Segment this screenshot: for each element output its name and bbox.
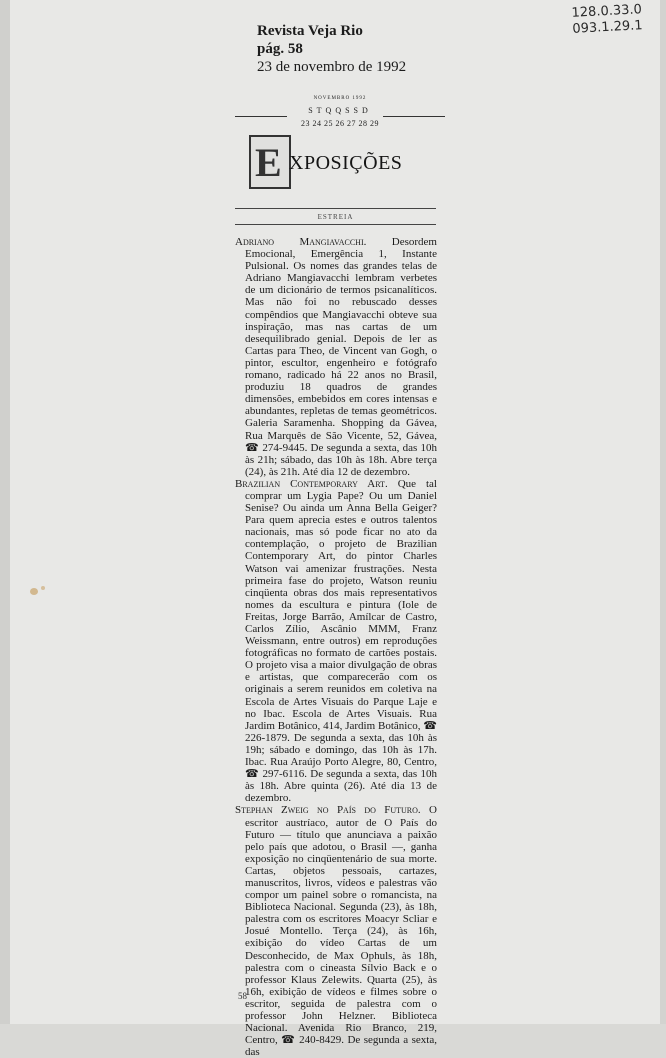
decorative-initial-box bbox=[249, 135, 291, 189]
scan-right-edge bbox=[660, 0, 666, 1024]
publication-date: 23 de novembro de 1992 bbox=[257, 59, 407, 75]
entry-title: Stephan Zweig no País do Futuro. bbox=[235, 804, 421, 817]
citation-header bbox=[257, 22, 406, 76]
publication-name: Revista Veja Rio bbox=[257, 23, 363, 39]
week-calendar bbox=[235, 96, 445, 128]
paper-stain bbox=[41, 586, 45, 590]
archive-code-line-2: 093.1.29.1 bbox=[571, 18, 643, 37]
article-column bbox=[235, 236, 437, 1058]
scan-left-edge bbox=[0, 0, 10, 1024]
entry-body: O escritor austríaco, autor de O País do Futuro — título que anunciava a paixão pelo país que adotou, o Brasil —, ganha exposição no cinqüentenário de sua morte. Cartas, objetos pessoais, cartazes, manuscritos, livros, vídeos e palestras vão compor um painel sobre o romancista, na Biblioteca Nacional. Segunda (23), às 18h, palestra com os escritores Moacyr Scliar e Josué Montello. Terça (24), às 16h, exibição do vídeo Cartas de um Desconhecido, de Max Ophuls, às 18h, palestra com o cineasta Sílvio Back e o professor Klaus Zelewits. Quarta (25), às 16h, exibição de vídeos e filmes sobre o escritor, seguida de palestra com o professor John Helzner. Biblioteca Nacional. Avenida Rio Branco, 219, Centro, ☎ 240-8429. De segunda a sexta, das bbox=[245, 804, 438, 1058]
divider-bottom bbox=[235, 224, 436, 225]
page-reference: pág. 58 bbox=[257, 41, 303, 57]
entry-title: Brazilian Contemporary Art. bbox=[235, 477, 388, 490]
entry-title: Adriano Mangiavacchi. bbox=[235, 236, 367, 248]
section-title-text: XPOSIÇÕES bbox=[289, 152, 403, 174]
archive-code-line-1: 128.0.33.0 bbox=[570, 2, 642, 21]
handwritten-archive-code bbox=[571, 2, 643, 38]
paper-stain bbox=[30, 588, 38, 595]
calendar-weekdays: STQQSSD bbox=[308, 106, 372, 115]
decorative-initial: E bbox=[255, 140, 282, 185]
entry-body: Desordem Emocional, Emergência 1, Instante Pulsional. Os nomes das grandes telas de Adriano Mangiavacchi lembram verbetes de um dicionário de termos psicanalíticos. Mas não foi no rebuscado desses compêndios que Mangiavacchi obteve sua inspiração, mas nas cartas de um desequilibrado genial. Depois de ler as Cartas para Theo, de Vincent van Gogh, o pintor, escultor, engenheiro e fotógrafo romano, radicado há 22 anos no Brasil, produziu 18 quadros de grandes dimensões, embebidos em cores intensas e abundantes, repletas de temas geométricos. Galeria Saramenha. Shopping da Gávea, Rua Marquês de São Vicente, 52, Gávea, ☎ 274-9445. De segunda a sexta, das 10h às 21h; sábado, das 10h às 18h. Abre terça (24), às 21h. Até dia 12 de dezembro. bbox=[245, 236, 437, 478]
subsection-label: ESTREIA bbox=[317, 213, 354, 221]
page-number: 58 bbox=[238, 991, 247, 1001]
calendar-rule-right bbox=[383, 116, 445, 117]
calendar-dates: 23 24 25 26 27 28 29 bbox=[301, 119, 379, 128]
exhibition-entry bbox=[235, 804, 437, 1058]
exhibition-entry bbox=[235, 478, 437, 805]
calendar-month: NOVEMBRO 1992 bbox=[313, 96, 367, 101]
exhibition-entry bbox=[235, 236, 437, 478]
calendar-rule-left bbox=[235, 116, 287, 117]
entry-body: Que tal comprar um Lygia Pape? Ou um Daniel Senise? Ou ainda um Anna Bella Geiger? Para quem aprecia estes e outros talentos nacionais, mas só pode ficar no ato da contemplação, o projeto de Brazilian Contemporary Art, do pintor Charles Watson vai amenizar frustrações. Nesta primeira fase do projeto, Watson reuniu cinqüenta obras dos mais representativos nomes da escultura e pintura (Iole de Freitas, Jorge Barrão, Amílcar de Castro, Carlos Zílio, Ascânio MMM, Franz Weissmann, entre outros) em reproduções fotográficas no formato de cartões postais. O projeto visa a maior divulgação de obras e artistas, que comparecerão com os originais a serem reunidos em coletiva na Escola de Artes Visuais do Parque Laje e no Ibac. Escola de Artes Visuais. Rua Jardim Botânico, 414, Jardim Botânico, ☎ 226-1879. De segunda a sexta, das 10h às 19h; sábado e domingo, das 10h às 17h. Ibac. Rua Araújo Porto Alegre, 80, Centro, ☎ 297-6116. De segunda a sexta, das 10h às 18h. Abre quinta (26). Até dia 13 de dezembro. bbox=[245, 477, 437, 805]
divider-top bbox=[235, 208, 436, 209]
